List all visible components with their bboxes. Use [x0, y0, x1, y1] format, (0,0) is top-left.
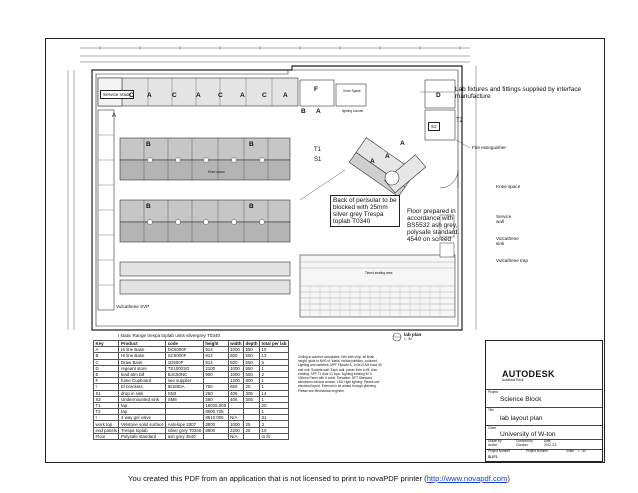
island2-letter-b: B [146, 203, 151, 210]
sheet-title: lab layout plan [500, 415, 543, 422]
s1-label: S1 [314, 157, 322, 163]
schedule-cell: F [94, 378, 119, 384]
s2-label: S2 [428, 122, 440, 131]
schedule-cell: see supplier [166, 378, 204, 384]
title-block [485, 340, 603, 462]
schedule-cell: 500 [228, 359, 243, 365]
vulcathene-trap-label: Vulcathene trap [496, 258, 529, 263]
schedule-cell: SM8 [166, 396, 204, 402]
schedule-cell: 406 [228, 390, 243, 396]
schedule-header-cell: width [230, 341, 242, 347]
client-name: University of W-ton [500, 431, 556, 438]
schedule-cell: 10 [260, 427, 289, 433]
schedule-cell: work top [94, 421, 119, 427]
schedule-cell: 8800 [203, 427, 228, 433]
schedule-cell: 14 [260, 390, 289, 396]
checked-label: Checked by [516, 439, 533, 443]
plan-scale: 1 : 50 [404, 337, 412, 341]
schedule-cell: C [94, 359, 119, 365]
schedule-header-cell: Product [119, 341, 166, 347]
schedule-cell: silver grey T0340 [167, 427, 202, 433]
schedule-cell: 550 [244, 353, 260, 359]
schedule-header-cell: total per lab [261, 341, 287, 347]
t1-label: T1 [314, 147, 322, 153]
watermark-footer [0, 474, 638, 483]
project-number-label: Project Number [488, 449, 511, 453]
lighting-column-label: lighting column [342, 109, 364, 113]
schedule-cell: 550 [244, 359, 260, 365]
top-row-letter-2: A [147, 92, 152, 99]
schedule-cell: D [94, 365, 119, 371]
drawn-value: Author [488, 443, 498, 447]
schedule-cell: I [94, 384, 119, 390]
client-label: Client [488, 426, 497, 430]
sheet-title-label: Title [488, 408, 494, 412]
schedule-cell: 500 [228, 353, 243, 359]
schedule-cell: 550 [244, 347, 260, 353]
schedule-cell: 10 [260, 347, 289, 353]
schedule-cell: Floor [94, 433, 119, 439]
schedule-cell: 750 [203, 384, 228, 390]
top-row-letter-3: C [172, 92, 177, 99]
schedule-cell: BJC50NC [166, 371, 204, 377]
date-value: 2012.3.5 [544, 443, 557, 447]
top-row-letter-5: C [218, 92, 223, 99]
schedule-cell: 8500.725 [203, 409, 228, 415]
schedule-cell: DC6000F [166, 347, 204, 353]
schedule-cell: 4 way gel valve [119, 415, 166, 421]
schedule-cell: 900 [203, 371, 228, 377]
schedule-table [93, 340, 289, 440]
schedule-title: I static Range trespa toplab units silvergrey T0340 [118, 333, 221, 338]
schedule-cell: fume Cupboard [119, 378, 166, 384]
schedule-cell: 550 [244, 371, 260, 377]
schedule-cell: tap [119, 409, 166, 415]
schedule-header-cell: height [203, 341, 228, 347]
schedule-cell: 1200 [228, 378, 243, 384]
schedule-cell: El brackets [119, 384, 166, 390]
letter-d: D [436, 92, 441, 99]
schedule-cell: 31 [260, 415, 289, 421]
schedule-cell: 800 [244, 378, 260, 384]
schedule-cell: end panels [95, 427, 117, 433]
novapdf-link[interactable]: http://www.novapdf.com [426, 474, 508, 483]
t2-label: T2 [456, 118, 464, 124]
schedule-cell: B [94, 353, 119, 359]
footer-close: ) [507, 474, 510, 483]
vulcathene-svp-label: Vulcathene SVP [116, 304, 150, 309]
peninsula-letter-a2: A [385, 153, 390, 160]
knee-space-mid-label: Knee space [208, 170, 225, 174]
schedule-cell: 914 [203, 359, 228, 365]
island1-letter-b2: B [249, 141, 254, 148]
schedule-cell: 25 [244, 427, 260, 433]
letter-f: F [314, 86, 318, 93]
schedule-cell: 1 [260, 409, 289, 415]
schedule-cell: 914 [203, 353, 228, 359]
schedule-cell: regeant store [119, 365, 166, 371]
letter-a-left: A [112, 113, 117, 119]
project-label: Project [488, 390, 498, 394]
schedule-cell: Trespa toplab [119, 427, 166, 433]
schedule-cell: Draw Base [119, 359, 166, 365]
top-row-letter-1: C [129, 92, 134, 99]
schedule-cell: 305 [244, 390, 260, 396]
peninsula-letter-a: A [370, 158, 375, 165]
schedule-cell: 2200 [228, 427, 243, 433]
schedule-cell: 305 [244, 396, 260, 402]
schedule-cell: 3 [260, 421, 289, 427]
fire-extinguisher-label: Fire extinguisher [472, 145, 506, 150]
top-row-letter-4: A [196, 92, 201, 99]
schedule-cell: 550 [244, 365, 260, 371]
schedule-cell [203, 433, 228, 439]
schedule-cell: A [94, 347, 119, 353]
schedule-cell: S1 [94, 390, 119, 396]
schedule-cell: Hi line Base [119, 353, 166, 359]
sheet-number: SL071 [488, 455, 498, 459]
schedule-cell: 650 [228, 384, 243, 390]
schedule-cell: lead atm bill [119, 371, 166, 377]
drawn-label: Drawn by [488, 439, 502, 443]
scale-value: 1 : 50 [578, 449, 586, 453]
schedule-row [94, 433, 289, 439]
scale-label: Scale [566, 449, 574, 453]
top-row-letter-6: A [240, 92, 245, 99]
schedule-cell: 20 [244, 384, 260, 390]
schedule-cell: Hi line Base [119, 347, 166, 353]
schedule-cell: 5 [260, 359, 289, 365]
schedule-cell: 3800 [203, 421, 228, 427]
schedule-cell: 8510.005 [203, 415, 228, 421]
floor-note: Floor prepared in accordance with BS5532 ash grey, polysafe standard. 4540 on screed [407, 208, 460, 243]
schedule-cell: TS1000SG [166, 365, 204, 371]
schedule-cell: IB1800A [166, 384, 204, 390]
project-name: Science Block [500, 396, 542, 403]
schedule-cell: 2 [260, 371, 289, 377]
schedule-cell: N/A [228, 433, 243, 439]
schedule-cell: 280 [203, 396, 228, 402]
schedule-header-cell: depth [245, 341, 258, 347]
schedule-cell: 1000 [228, 365, 243, 371]
schedule-cell: tap [119, 402, 166, 408]
schedule-cell: I [94, 415, 119, 421]
schedule-cell: 406 [228, 396, 243, 402]
schedule-cell: 2100 [203, 365, 228, 371]
letter-b-top: B [301, 108, 306, 115]
schedule-cell: 1 [260, 384, 289, 390]
schedule-cell: 13 [260, 353, 289, 359]
schedule-cell: SC5000F [166, 353, 204, 359]
autodesk-sub: Autodesk Revit [502, 378, 524, 382]
autodesk-logo: AUTODESK [502, 369, 555, 379]
schedule-cell: 1 [260, 378, 289, 384]
schedule-cell: S2 [94, 396, 119, 402]
island2-letter-b2: B [249, 203, 254, 210]
schedule-header-cell: code [166, 341, 204, 347]
schedule-cell [244, 433, 260, 439]
perisular-note: Back of perisular to be blocked with 25mm silver grey Trespa toplab T0340 [330, 195, 400, 227]
top-row-letter-8: A [283, 92, 288, 99]
service-voids-label: Service Voids [100, 90, 134, 99]
schedule-cell: T1 [94, 402, 119, 408]
schedule-cell: SN3 [166, 390, 204, 396]
date-label: Date [544, 439, 551, 443]
footer-text: You created this PDF from an application that is not licensed to print to novaPDF printer ( [128, 474, 427, 483]
schedule-cell: 260 [203, 390, 228, 396]
schedule-cell: 25 [244, 421, 260, 427]
tiered-seating-label: Tiered seating area [365, 271, 393, 275]
schedule-cell: N/A [228, 415, 243, 421]
letter-a-top: A [316, 108, 321, 115]
schedule-cell: 20 [260, 402, 289, 408]
schedule-cell: 1D500F [166, 359, 204, 365]
service-wall-label: Service wall [496, 214, 512, 224]
schedule-cell: Undermounted sink [119, 396, 166, 402]
knee-space-right-label: Knee space [496, 184, 521, 189]
knee-space-top-label: Knee Space [343, 89, 361, 93]
schedule-cell: 1000 [228, 347, 243, 353]
island1-letter-b: B [146, 141, 151, 148]
schedule-cell: T2 [94, 409, 119, 415]
schedule-cell: 1000 [228, 421, 243, 427]
schedule-cell: ash grey 4540 [166, 433, 204, 439]
schedule-cell: to fit [260, 433, 289, 439]
peninsula-letter-a3: A [400, 140, 405, 147]
top-row-letter-7: C [262, 92, 267, 99]
vulcathene-sink-label: Vulcathene sink [496, 236, 519, 246]
plan-title: lab plan [404, 332, 422, 337]
schedule-cell: 1 [260, 365, 289, 371]
project-number: Project Number [526, 449, 549, 453]
schedule-cell: 18026.005 [205, 402, 227, 408]
schedule-cell: 914 [203, 347, 228, 353]
schedule-header-cell: Key [94, 341, 119, 347]
schedule-cell: 1000 [228, 371, 243, 377]
spec-notes: Ceiling to achieve acceptable. N/m with vinyl, all finish height, grids to NHS sf. Walls: Hollow partition, coloured. Lighting and switches: MPF Flipside A, 1x3x13 A/d bond 40 and unit. Sockets wall: Each wall, power from to fill. Also existing: SPF T1 door 01 tops. Lighting existing 50 0. 150mm Panel with 6 cubic. Elevation: DFT Standard aluminium window custom. LED Light lighting: Please see electrical layout. External to be added through planning. Please see Mechanical engineer. [298, 355, 382, 393]
schedule-cell: 1 [260, 396, 289, 402]
schedule-cell: Antelope 2007 [166, 421, 204, 427]
schedule-cell: Polysafe standard [119, 433, 166, 439]
schedule-cell: E [94, 371, 119, 377]
schedule-cell: Velstone solid surface [120, 421, 164, 427]
schedule-cell: drop in sink [119, 390, 166, 396]
lab-fixtures-note: Lab fixtures and fittings supplied by interface manufacture [455, 86, 582, 100]
checked-value: Checker [516, 443, 528, 447]
